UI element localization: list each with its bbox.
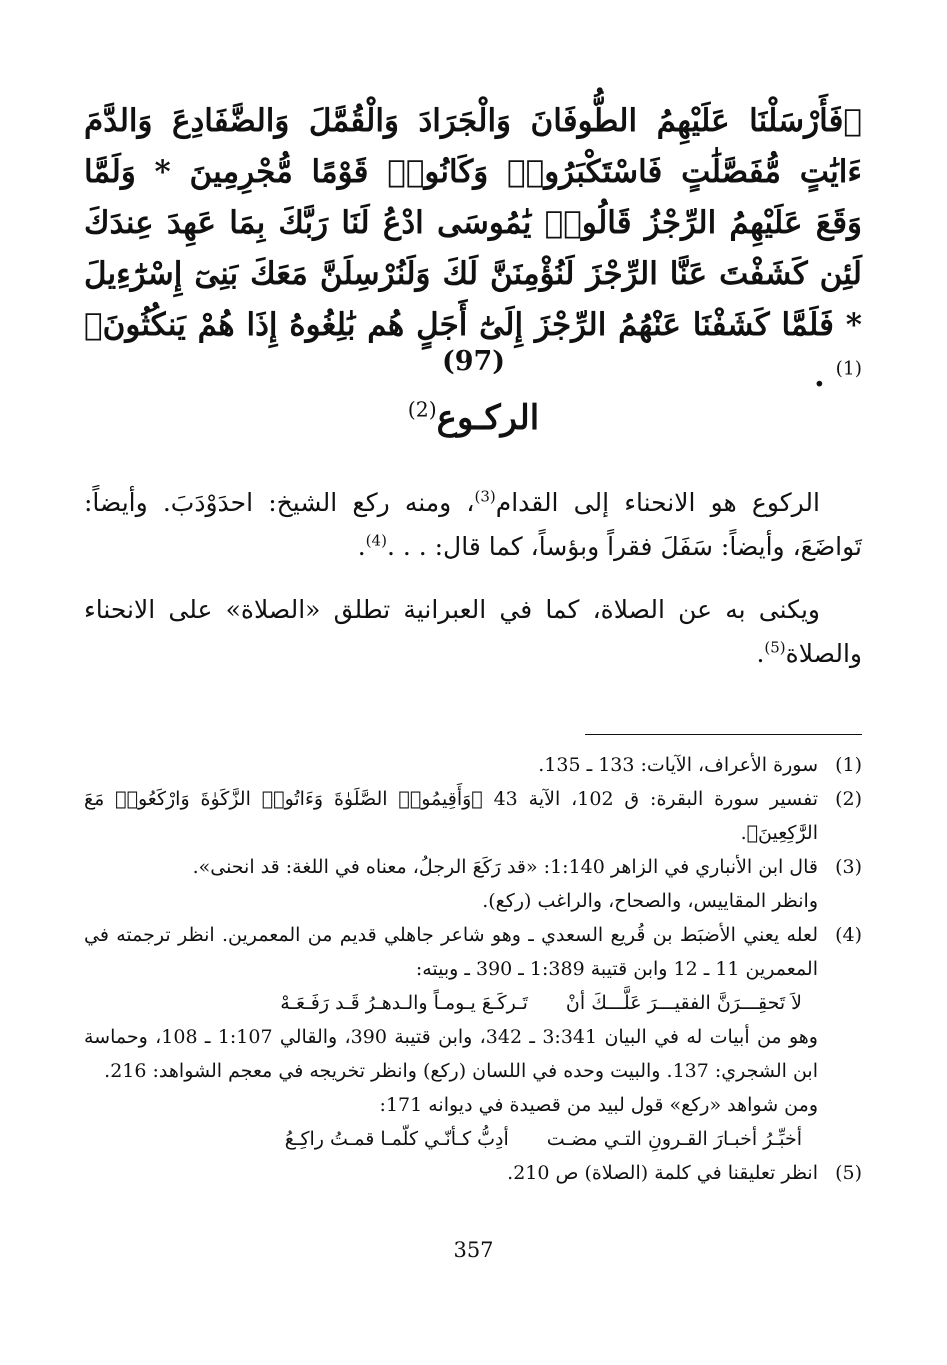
- footnote-4-continued-2: [84, 1088, 862, 1122]
- footnote-text: تفسير سورة البقرة: ق 102، الآية 43 ﴿وَأَقِيمُوا۟ الصَّلَوٰةَ وَءَاتُوا۟ الزَّكَوٰةَ وَارْكَعُوا۟ مَعَ الرَّٰكِعِينَ﴾.: [84, 788, 818, 844]
- footnote-text: لعله يعني الأضبَط بن قُريع السعدي ـ وهو شاعر جاهلي قديم من المعمرين. انظر ترجمته في المعمرين 11 ـ 12 وابن قتيبة 1:389 ـ 390 ـ وبيته:: [84, 924, 818, 980]
- footnote-1: [84, 748, 862, 782]
- paragraph-definition-end: .: [357, 532, 366, 561]
- paragraph-definition: [84, 481, 862, 569]
- entry-number: (97): [441, 346, 506, 377]
- quran-footnote-ref: (1): [835, 358, 862, 380]
- footnote-4: [84, 918, 862, 986]
- footnote-ref-3: (3): [474, 487, 496, 506]
- poetry-verse-1: [84, 986, 862, 1020]
- paragraph-usage-end: .: [756, 639, 765, 668]
- footnote-number: (1): [835, 754, 862, 776]
- quran-verse-text: ﴿فَأَرْسَلْنَا عَلَيْهِمُ الطُّوفَانَ وَالْجَرَادَ وَالْقُمَّلَ وَالضَّفَادِعَ وَالدَّمَ ءَايَٰتٍ مُّفَصَّلَٰتٍ فَاسْتَكْبَرُوا۟ وَكَانُوا۟ قَوْمًا مُّجْرِمِينَ * وَلَمَّا وَقَعَ عَلَيْهِمُ الرِّجْزُ قَالُوا۟ يَٰمُوسَى ادْعُ لَنَا رَبَّكَ بِمَا عَهِدَ عِندَكَ لَئِن كَشَفْتَ عَنَّا الرِّجْزَ لَنُؤْمِنَنَّ لَكَ وَلَنُرْسِلَنَّ مَعَكَ بَنِىٓ إِسْرَٰٓءِيلَ * فَلَمَّا كَشَفْنَا عَنْهُمُ الرِّجْزَ إِلَىٰٓ أَجَلٍ هُم بَٰلِغُوهُ إِذَا هُمْ يَنكُثُونَ﴾: [84, 103, 862, 343]
- footnote-text: ومن شواهد «ركع» قول لبيد من قصيدة في ديوانه 171:: [379, 1094, 818, 1116]
- verse-second-hemistich: أدِبُّ كـأنّـي كلّمـا قمـتُ راكِـعُ: [284, 1128, 509, 1150]
- footnotes: [84, 748, 862, 1190]
- footnote-text: قال ابن الأنباري في الزاهر 1:140: «قد رَكَعَ الرجلُ، معناه في اللغة: قد انحنى».: [192, 856, 818, 878]
- footnote-text: سورة الأعراف، الآيات: 133 ـ 135.: [538, 754, 818, 776]
- footnote-number: (2): [835, 788, 862, 810]
- paragraph-usage-part-a: ويكنى به عن الصلاة، كما في العبرانية تطلق «الصلاة» على الانحناء والصلاة: [84, 595, 862, 668]
- footnote-number: (5): [835, 1162, 862, 1184]
- paragraph-definition-part-b: ، ومنه ركع الشيخ: احدَوْدَبَ. وأيضاً: تَواضَعَ، وأيضاً: سَفَلَ فقراً وبؤساً، كما قال: . . .: [84, 488, 862, 561]
- footnote-2: [84, 782, 862, 850]
- verse-first-hemistich: أخبِّـرُ أخبـارَ القـرونِ التـي مضـت: [546, 1128, 802, 1150]
- footnote-4-continued: [84, 1020, 862, 1088]
- paragraph-usage: [84, 588, 862, 676]
- verse-first-hemistich: لاَ تَحقِـــرَنَّ الفقيـــرَ عَلَّـــكَ أنْ: [565, 992, 802, 1014]
- poetry-verse-2: [84, 1122, 862, 1156]
- verse-second-hemistich: تَـركَـعَ يـومـاً والـدهـرُ قَـد رَفَـعَـهْ: [280, 992, 528, 1014]
- footnote-5: [84, 1156, 862, 1190]
- footnote-divider: [585, 734, 862, 735]
- footnote-text: انظر تعليقنا في كلمة (الصلاة) ص 210.: [507, 1162, 818, 1184]
- footnote-ref-4: (4): [365, 531, 387, 550]
- page-number: 357: [453, 1238, 494, 1262]
- footnote-3: [84, 850, 862, 918]
- paragraph-definition-part-a: الركوع هو الانحناء إلى القدام: [495, 488, 820, 517]
- footnote-text: وهو من أبيات له في البيان 3:341 ـ 342، وابن قتيبة 390، والقالي 1:107 ـ 108، وحماسة ابن الشجري: 137. والبيت وحده في اللسان (ركع) وانظر تخريجه في معجم الشواهد: 216.: [84, 1026, 818, 1082]
- footnote-ref-5: (5): [764, 638, 786, 657]
- entry-title: [0, 398, 947, 438]
- entry-title-text: الركـوع: [436, 398, 540, 438]
- footnote-number: (4): [835, 924, 862, 946]
- quran-verse-end: .: [814, 358, 836, 394]
- footnote-subtext: وانظر المقاييس، والصحاح، والراغب (ركع).: [482, 890, 818, 912]
- footnote-number: (3): [835, 856, 862, 878]
- entry-title-footnote-ref: (2): [407, 397, 437, 422]
